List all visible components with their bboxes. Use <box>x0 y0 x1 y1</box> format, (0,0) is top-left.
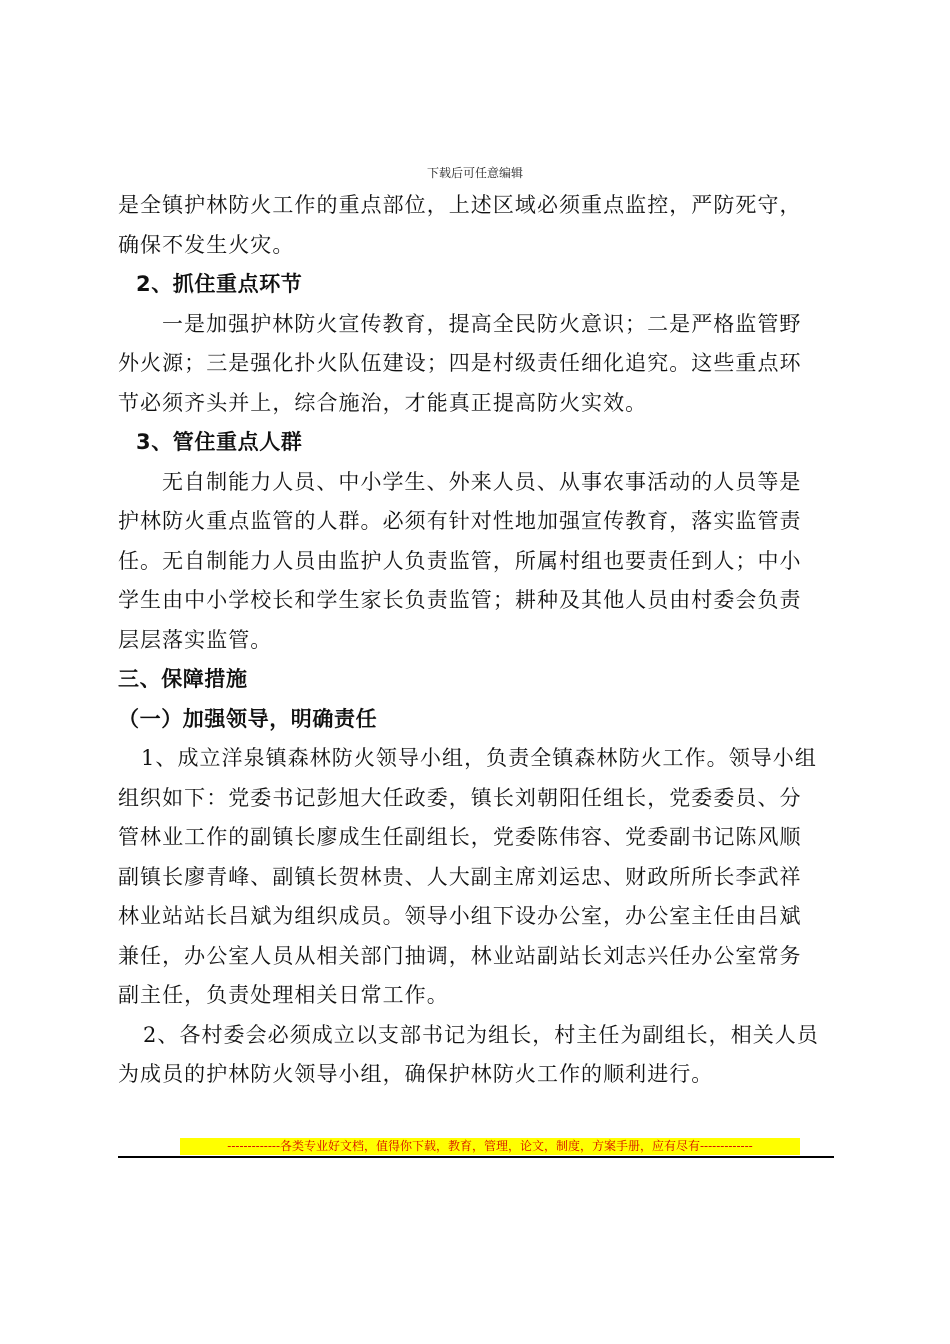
subsection-heading: （一）加强领导，明确责任 <box>118 706 378 731</box>
paragraph-line: 学生由中小学校长和学生家长负责监管；耕种及其他人员由村委会负责 <box>118 588 802 612</box>
paragraph-line: 管林业工作的副镇长廖成生任副组长，党委陈伟容、党委副书记陈风顺 <box>118 825 802 849</box>
paragraph-line: 兼任，办公室人员从相关部门抽调，林业站副站长刘志兴任办公室常务 <box>118 943 802 968</box>
paragraph-line: 副镇长廖青峰、副镇长贺林贵、人大副主席刘运忠、财政所所长李武祥 <box>118 864 802 889</box>
section-heading: 2、抓住重点环节 <box>136 272 303 296</box>
paragraph-line: 副主任，负责处理相关日常工作。 <box>118 983 449 1007</box>
paragraph-line: 1、成立洋泉镇森林防火领导小组，负责全镇森林防火工作。领导小组 <box>141 746 817 770</box>
paragraph-line: 节必须齐头并上，综合施治，才能真正提高防火实效。 <box>118 390 648 415</box>
paragraph-line: 2、各村委会必须成立以支部书记为组长，村主任为副组长，相关人员 <box>143 1022 819 1047</box>
paragraph-line: 无自制能力人员、中小学生、外来人员、从事农事活动的人员等是 <box>162 469 802 494</box>
page-header-note: 下载后可任意编辑 <box>426 166 523 180</box>
paragraph-line: 组织如下：党委书记彭旭大任政委，镇长刘朝阳任组长，党委委员、分 <box>118 785 802 810</box>
paragraph-line: 护林防火重点监管的人群。必须有针对性地加强宣传教育，落实监管责 <box>118 509 802 533</box>
footer-divider <box>118 1156 834 1158</box>
paragraph-line: 是全镇护林防火工作的重点部位，上述区域必须重点监控，严防死守， <box>118 193 802 217</box>
document-body <box>118 186 834 1095</box>
paragraph-line: 林业站站长吕斌为组织成员。领导小组下设办公室，办公室主任由吕斌 <box>118 904 802 928</box>
chapter-heading: 三、保障措施 <box>118 667 248 691</box>
paragraph-line: 一是加强护林防火宣传教育，提高全民防火意识；二是严格监管野 <box>162 311 802 336</box>
paragraph-line: 为成员的护林防火领导小组，确保护林防火工作的顺利进行。 <box>118 1062 714 1086</box>
paragraph-line: 外火源；三是强化扑火队伍建设；四是村级责任细化追究。这些重点环 <box>118 351 802 375</box>
section-heading: 3、管住重点人群 <box>136 430 303 454</box>
paragraph-line: 确保不发生火灾。 <box>118 232 295 257</box>
paragraph-line: 任。无自制能力人员由监护人负责监管，所属村组也要责任到人；中小 <box>118 548 802 573</box>
footer-banner: -------------各类专业好文档，值得你下载，教育，管理，论文，制度，方案手册，应有尽有------------- <box>180 1138 800 1155</box>
paragraph-line: 层层落实监管。 <box>118 627 273 652</box>
